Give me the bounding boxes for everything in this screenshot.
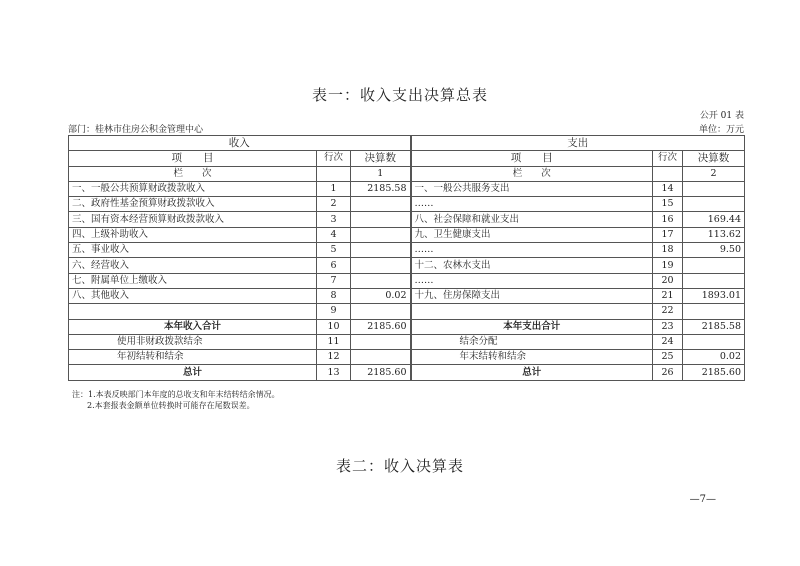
expense-amount-cell xyxy=(683,197,745,212)
expense-amount-cell: 1893.01 xyxy=(683,288,745,303)
expense-item-cell: 年末结转和结余 xyxy=(411,350,653,365)
expense-rowno-cell: 20 xyxy=(653,273,683,288)
table-row xyxy=(69,334,745,349)
income-amount-cell xyxy=(351,227,411,242)
note-1: 注：1.本表反映部门本年度的总收支和年末结转结余情况。 xyxy=(72,390,280,399)
expense-amount-cell xyxy=(683,273,745,288)
income-rowno-cell: 8 xyxy=(317,288,351,303)
expense-rowno-cell: 18 xyxy=(653,243,683,258)
income-item-cell: 七、附属单位上缴收入 xyxy=(69,273,317,288)
income-amount-cell xyxy=(351,212,411,227)
income-item-cell: 三、国有资本经营预算财政拨款收入 xyxy=(69,212,317,227)
income-header: 收入 xyxy=(69,136,411,151)
table-notes xyxy=(72,389,280,411)
expense-rowno-cell: 26 xyxy=(653,365,683,380)
expense-item-header: 项 目 xyxy=(411,151,653,166)
page-number: —7— xyxy=(689,494,716,505)
income-item-cell: 使用非财政拨款结余 xyxy=(69,334,317,349)
expense-rowno-cell: 22 xyxy=(653,304,683,319)
expense-amount-cell xyxy=(683,181,745,196)
expense-amount-header: 决算数 xyxy=(683,151,745,166)
expense-item-cell: 总计 xyxy=(411,365,653,380)
expense-amount-cell: 2185.60 xyxy=(683,365,745,380)
income-rowno-cell: 12 xyxy=(317,350,351,365)
income-amount-cell: 2185.60 xyxy=(351,319,411,334)
income-amount-cell xyxy=(351,350,411,365)
table-row xyxy=(69,304,745,319)
income-rowno-cell: 10 xyxy=(317,319,351,334)
expense-amount-cell xyxy=(683,304,745,319)
header-row-section xyxy=(69,136,745,151)
income-rowno-cell: 6 xyxy=(317,258,351,273)
income-rowno-cell: 11 xyxy=(317,334,351,349)
expense-amount-cell: 0.02 xyxy=(683,350,745,365)
expense-rowno-cell: 23 xyxy=(653,319,683,334)
expense-item-cell xyxy=(411,304,653,319)
income-rowno-cell: 13 xyxy=(317,365,351,380)
income-amount-cell: 2185.60 xyxy=(351,365,411,380)
table-row xyxy=(69,365,745,380)
table-row xyxy=(69,181,745,196)
table-row xyxy=(69,350,745,365)
expense-rowno-cell: 24 xyxy=(653,334,683,349)
expense-rowno-cell: 15 xyxy=(653,197,683,212)
table-row xyxy=(69,212,745,227)
expense-item-cell: 一、一般公共服务支出 xyxy=(411,181,653,196)
table-title: 表一：收入支出决算总表 xyxy=(311,86,488,104)
expense-rowno-cell: 21 xyxy=(653,288,683,303)
form-number: 公开 01 表 xyxy=(699,111,744,121)
expense-amount-cell: 2185.58 xyxy=(683,319,745,334)
income-amount-cell: 2185.58 xyxy=(351,181,411,196)
expense-item-cell: …… xyxy=(411,243,653,258)
income-amount-cell xyxy=(351,197,411,212)
income-rowno-cell: 5 xyxy=(317,243,351,258)
unit-label: 单位：万元 xyxy=(698,125,744,135)
income-amount-cell xyxy=(351,258,411,273)
table-row xyxy=(69,273,745,288)
income-column-blank xyxy=(317,166,351,181)
income-rowno-cell: 1 xyxy=(317,181,351,196)
expense-rowno-header: 行次 xyxy=(653,151,683,166)
income-rowno-cell: 9 xyxy=(317,304,351,319)
expense-amount-cell: 169.44 xyxy=(683,212,745,227)
expense-amount-cell: 113.62 xyxy=(683,227,745,242)
department-label: 部门：桂林市住房公积金管理中心 xyxy=(68,125,204,135)
table-row xyxy=(69,197,745,212)
income-amount-cell xyxy=(351,273,411,288)
expense-rowno-cell: 19 xyxy=(653,258,683,273)
expense-rowno-cell: 14 xyxy=(653,181,683,196)
table-row xyxy=(69,319,745,334)
income-rowno-cell: 7 xyxy=(317,273,351,288)
table-row xyxy=(69,258,745,273)
expense-item-cell: 九、卫生健康支出 xyxy=(411,227,653,242)
income-expense-table xyxy=(68,135,745,381)
table-row xyxy=(69,243,745,258)
expense-rowno-cell: 17 xyxy=(653,227,683,242)
income-item-cell: 本年收入合计 xyxy=(69,319,317,334)
note-2: 2.本套报表金额单位转换时可能存在尾数误差。 xyxy=(87,401,255,410)
income-rowno-header: 行次 xyxy=(317,151,351,166)
income-amount-cell xyxy=(351,304,411,319)
table-row xyxy=(69,227,745,242)
income-amount-cell xyxy=(351,334,411,349)
expense-rowno-cell: 16 xyxy=(653,212,683,227)
expense-amount-cell: 9.50 xyxy=(683,243,745,258)
expense-item-cell: 十九、住房保障支出 xyxy=(411,288,653,303)
expense-column-blank xyxy=(653,166,683,181)
header-row-column-index xyxy=(69,166,745,181)
income-amount-header: 决算数 xyxy=(351,151,411,166)
next-table-title: 表二：收入决算表 xyxy=(335,457,464,475)
income-item-cell: 一、一般公共预算财政拨款收入 xyxy=(69,181,317,196)
income-rowno-cell: 3 xyxy=(317,212,351,227)
income-item-cell: 二、政府性基金预算财政拨款收入 xyxy=(69,197,317,212)
header-row-columns xyxy=(69,151,745,166)
income-amount-cell: 0.02 xyxy=(351,288,411,303)
income-rowno-cell: 4 xyxy=(317,227,351,242)
expense-item-cell: 本年支出合计 xyxy=(411,319,653,334)
income-item-cell: 五、事业收入 xyxy=(69,243,317,258)
table-row xyxy=(69,288,745,303)
expense-amount-cell xyxy=(683,334,745,349)
income-item-cell: 六、经营收入 xyxy=(69,258,317,273)
expense-item-cell: 八、社会保障和就业支出 xyxy=(411,212,653,227)
income-item-header: 项 目 xyxy=(69,151,317,166)
income-item-cell: 总计 xyxy=(69,365,317,380)
expense-header: 支出 xyxy=(411,136,745,151)
expense-item-cell: 结余分配 xyxy=(411,334,653,349)
expense-column-number: 2 xyxy=(683,166,745,181)
income-item-cell: 八、其他收入 xyxy=(69,288,317,303)
expense-item-cell: …… xyxy=(411,197,653,212)
income-item-cell xyxy=(69,304,317,319)
expense-amount-cell xyxy=(683,258,745,273)
income-rowno-cell: 2 xyxy=(317,197,351,212)
expense-rowno-cell: 25 xyxy=(653,350,683,365)
expense-item-cell: 十二、农林水支出 xyxy=(411,258,653,273)
income-column-label: 栏 次 xyxy=(69,166,317,181)
income-amount-cell xyxy=(351,243,411,258)
expense-item-cell: …… xyxy=(411,273,653,288)
expense-column-label: 栏 次 xyxy=(411,166,653,181)
income-item-cell: 四、上级补助收入 xyxy=(69,227,317,242)
income-column-number: 1 xyxy=(351,166,411,181)
income-item-cell: 年初结转和结余 xyxy=(69,350,317,365)
